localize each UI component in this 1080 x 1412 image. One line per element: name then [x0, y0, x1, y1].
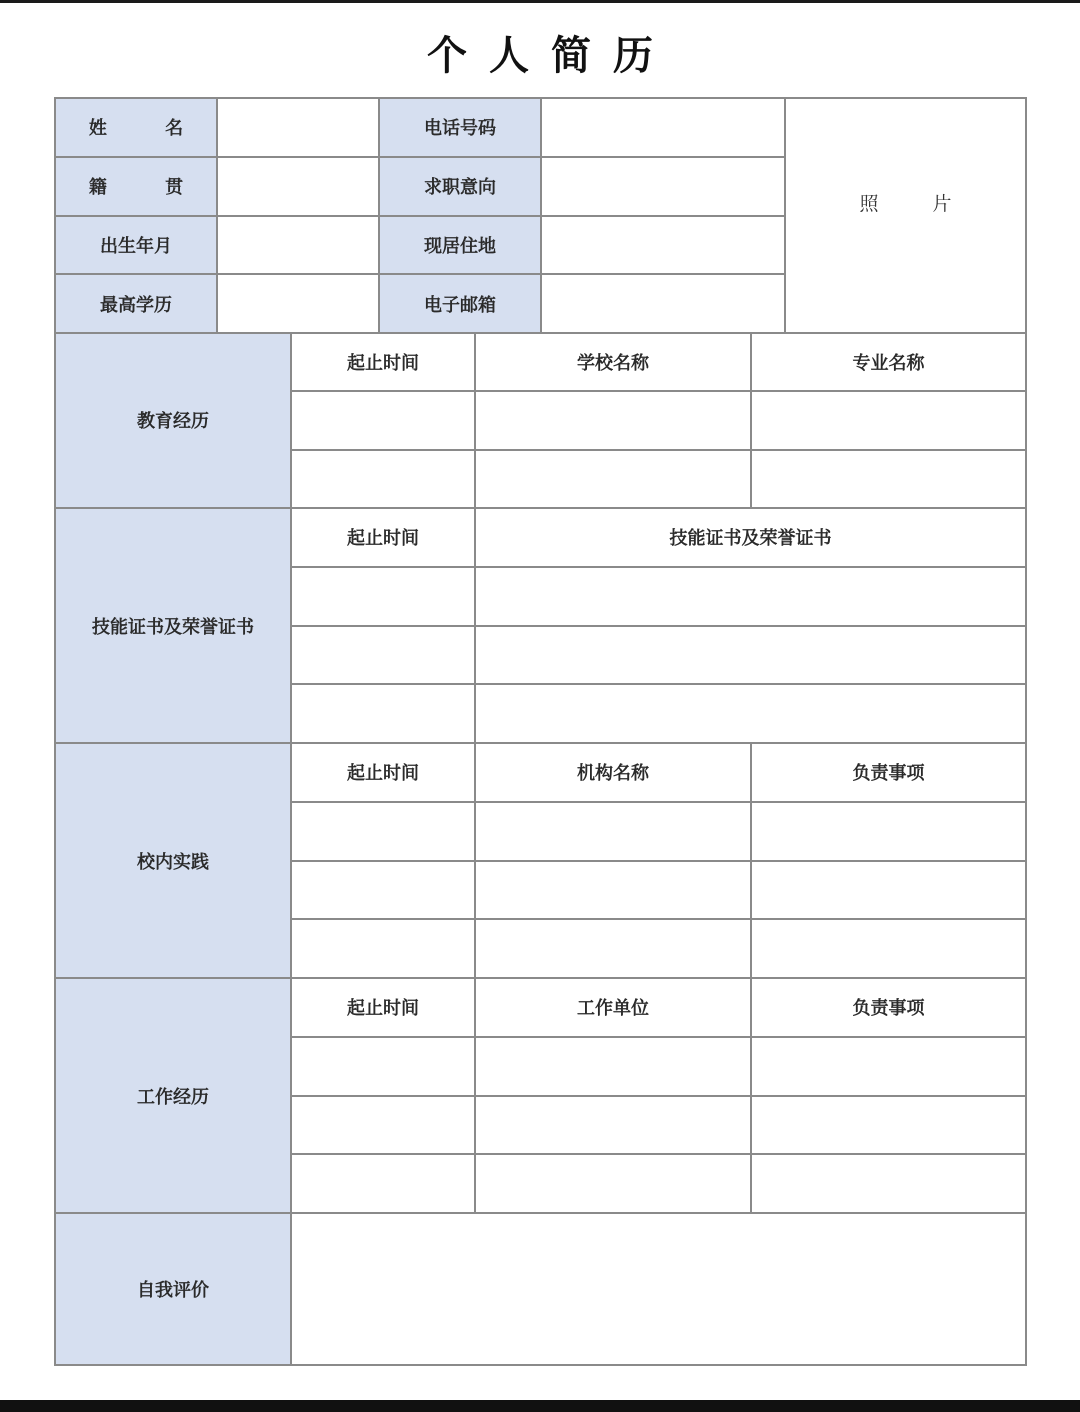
birth-label: 出生年月 [56, 217, 216, 274]
self-evaluation-table [54, 1212, 1027, 1366]
email-label: 电子邮箱 [380, 275, 540, 332]
campus-practice-col-org: 机构名称 [476, 744, 750, 801]
job-intention-label: 求职意向 [380, 158, 540, 215]
bottom-edge-bar [0, 1400, 1080, 1412]
work-experience-col-duty: 负责事项 [752, 979, 1025, 1036]
education-col-major: 专业名称 [752, 334, 1025, 390]
campus-practice-duty-cell[interactable] [752, 920, 1025, 977]
campus-practice-org-cell[interactable] [476, 803, 750, 860]
certificates-name-cell[interactable] [476, 685, 1025, 742]
self-evaluation-field[interactable] [292, 1214, 1025, 1364]
campus-practice-section-label: 校内实践 [56, 744, 290, 977]
work-experience-employer-cell[interactable] [476, 1097, 750, 1154]
top-edge-bar [0, 0, 1080, 3]
education-time-cell[interactable] [292, 451, 474, 507]
campus-practice-table [54, 742, 1027, 979]
phone-label: 电话号码 [380, 99, 540, 156]
education-col-time: 起止时间 [292, 334, 474, 390]
education-school-cell[interactable] [476, 451, 750, 507]
education-table [54, 332, 1027, 509]
education-school-cell[interactable] [476, 392, 750, 448]
education-time-cell[interactable] [292, 392, 474, 448]
campus-practice-duty-cell[interactable] [752, 862, 1025, 919]
campus-practice-col-time: 起止时间 [292, 744, 474, 801]
self-evaluation-section-label: 自我评价 [56, 1214, 290, 1364]
work-experience-col-employer: 工作单位 [476, 979, 750, 1036]
native-place-label: 籍 贯 [56, 158, 216, 215]
campus-practice-org-cell[interactable] [476, 862, 750, 919]
photo-box[interactable]: 照 片 [786, 99, 1025, 332]
certificates-col-time: 起止时间 [292, 509, 474, 566]
work-experience-col-time: 起止时间 [292, 979, 474, 1036]
certificates-section-label: 技能证书及荣誉证书 [56, 509, 290, 742]
certificates-time-cell[interactable] [292, 568, 474, 625]
certificates-time-cell[interactable] [292, 627, 474, 684]
work-experience-table [54, 977, 1027, 1214]
education-major-cell[interactable] [752, 451, 1025, 507]
birth-field[interactable] [218, 217, 378, 274]
email-field[interactable] [542, 275, 784, 332]
education-section-label: 教育经历 [56, 334, 290, 507]
phone-field[interactable] [542, 99, 784, 156]
work-experience-time-cell[interactable] [292, 1038, 474, 1095]
education-major-cell[interactable] [752, 392, 1025, 448]
native-place-field[interactable] [218, 158, 378, 215]
residence-field[interactable] [542, 217, 784, 274]
page-title: 个人简历 [427, 33, 675, 79]
campus-practice-org-cell[interactable] [476, 920, 750, 977]
work-experience-duty-cell[interactable] [752, 1097, 1025, 1154]
name-label: 姓 名 [56, 99, 216, 156]
work-experience-employer-cell[interactable] [476, 1155, 750, 1212]
campus-practice-time-cell[interactable] [292, 862, 474, 919]
campus-practice-duty-cell[interactable] [752, 803, 1025, 860]
work-experience-time-cell[interactable] [292, 1097, 474, 1154]
work-experience-duty-cell[interactable] [752, 1155, 1025, 1212]
name-field[interactable] [218, 99, 378, 156]
education-col-school: 学校名称 [476, 334, 750, 390]
residence-label: 现居住地 [380, 217, 540, 274]
campus-practice-time-cell[interactable] [292, 920, 474, 977]
work-experience-section-label: 工作经历 [56, 979, 290, 1212]
work-experience-employer-cell[interactable] [476, 1038, 750, 1095]
work-experience-duty-cell[interactable] [752, 1038, 1025, 1095]
certificates-name-cell[interactable] [476, 627, 1025, 684]
resume-form [54, 97, 1027, 1366]
campus-practice-time-cell[interactable] [292, 803, 474, 860]
basic-info-table [54, 97, 1027, 334]
certificates-time-cell[interactable] [292, 685, 474, 742]
certificates-table [54, 507, 1027, 744]
certificates-col-name: 技能证书及荣誉证书 [476, 509, 1025, 566]
work-experience-time-cell[interactable] [292, 1155, 474, 1212]
certificates-name-cell[interactable] [476, 568, 1025, 625]
education-level-label: 最高学历 [56, 275, 216, 332]
campus-practice-col-duty: 负责事项 [752, 744, 1025, 801]
job-intention-field[interactable] [542, 158, 784, 215]
education-level-field[interactable] [218, 275, 378, 332]
